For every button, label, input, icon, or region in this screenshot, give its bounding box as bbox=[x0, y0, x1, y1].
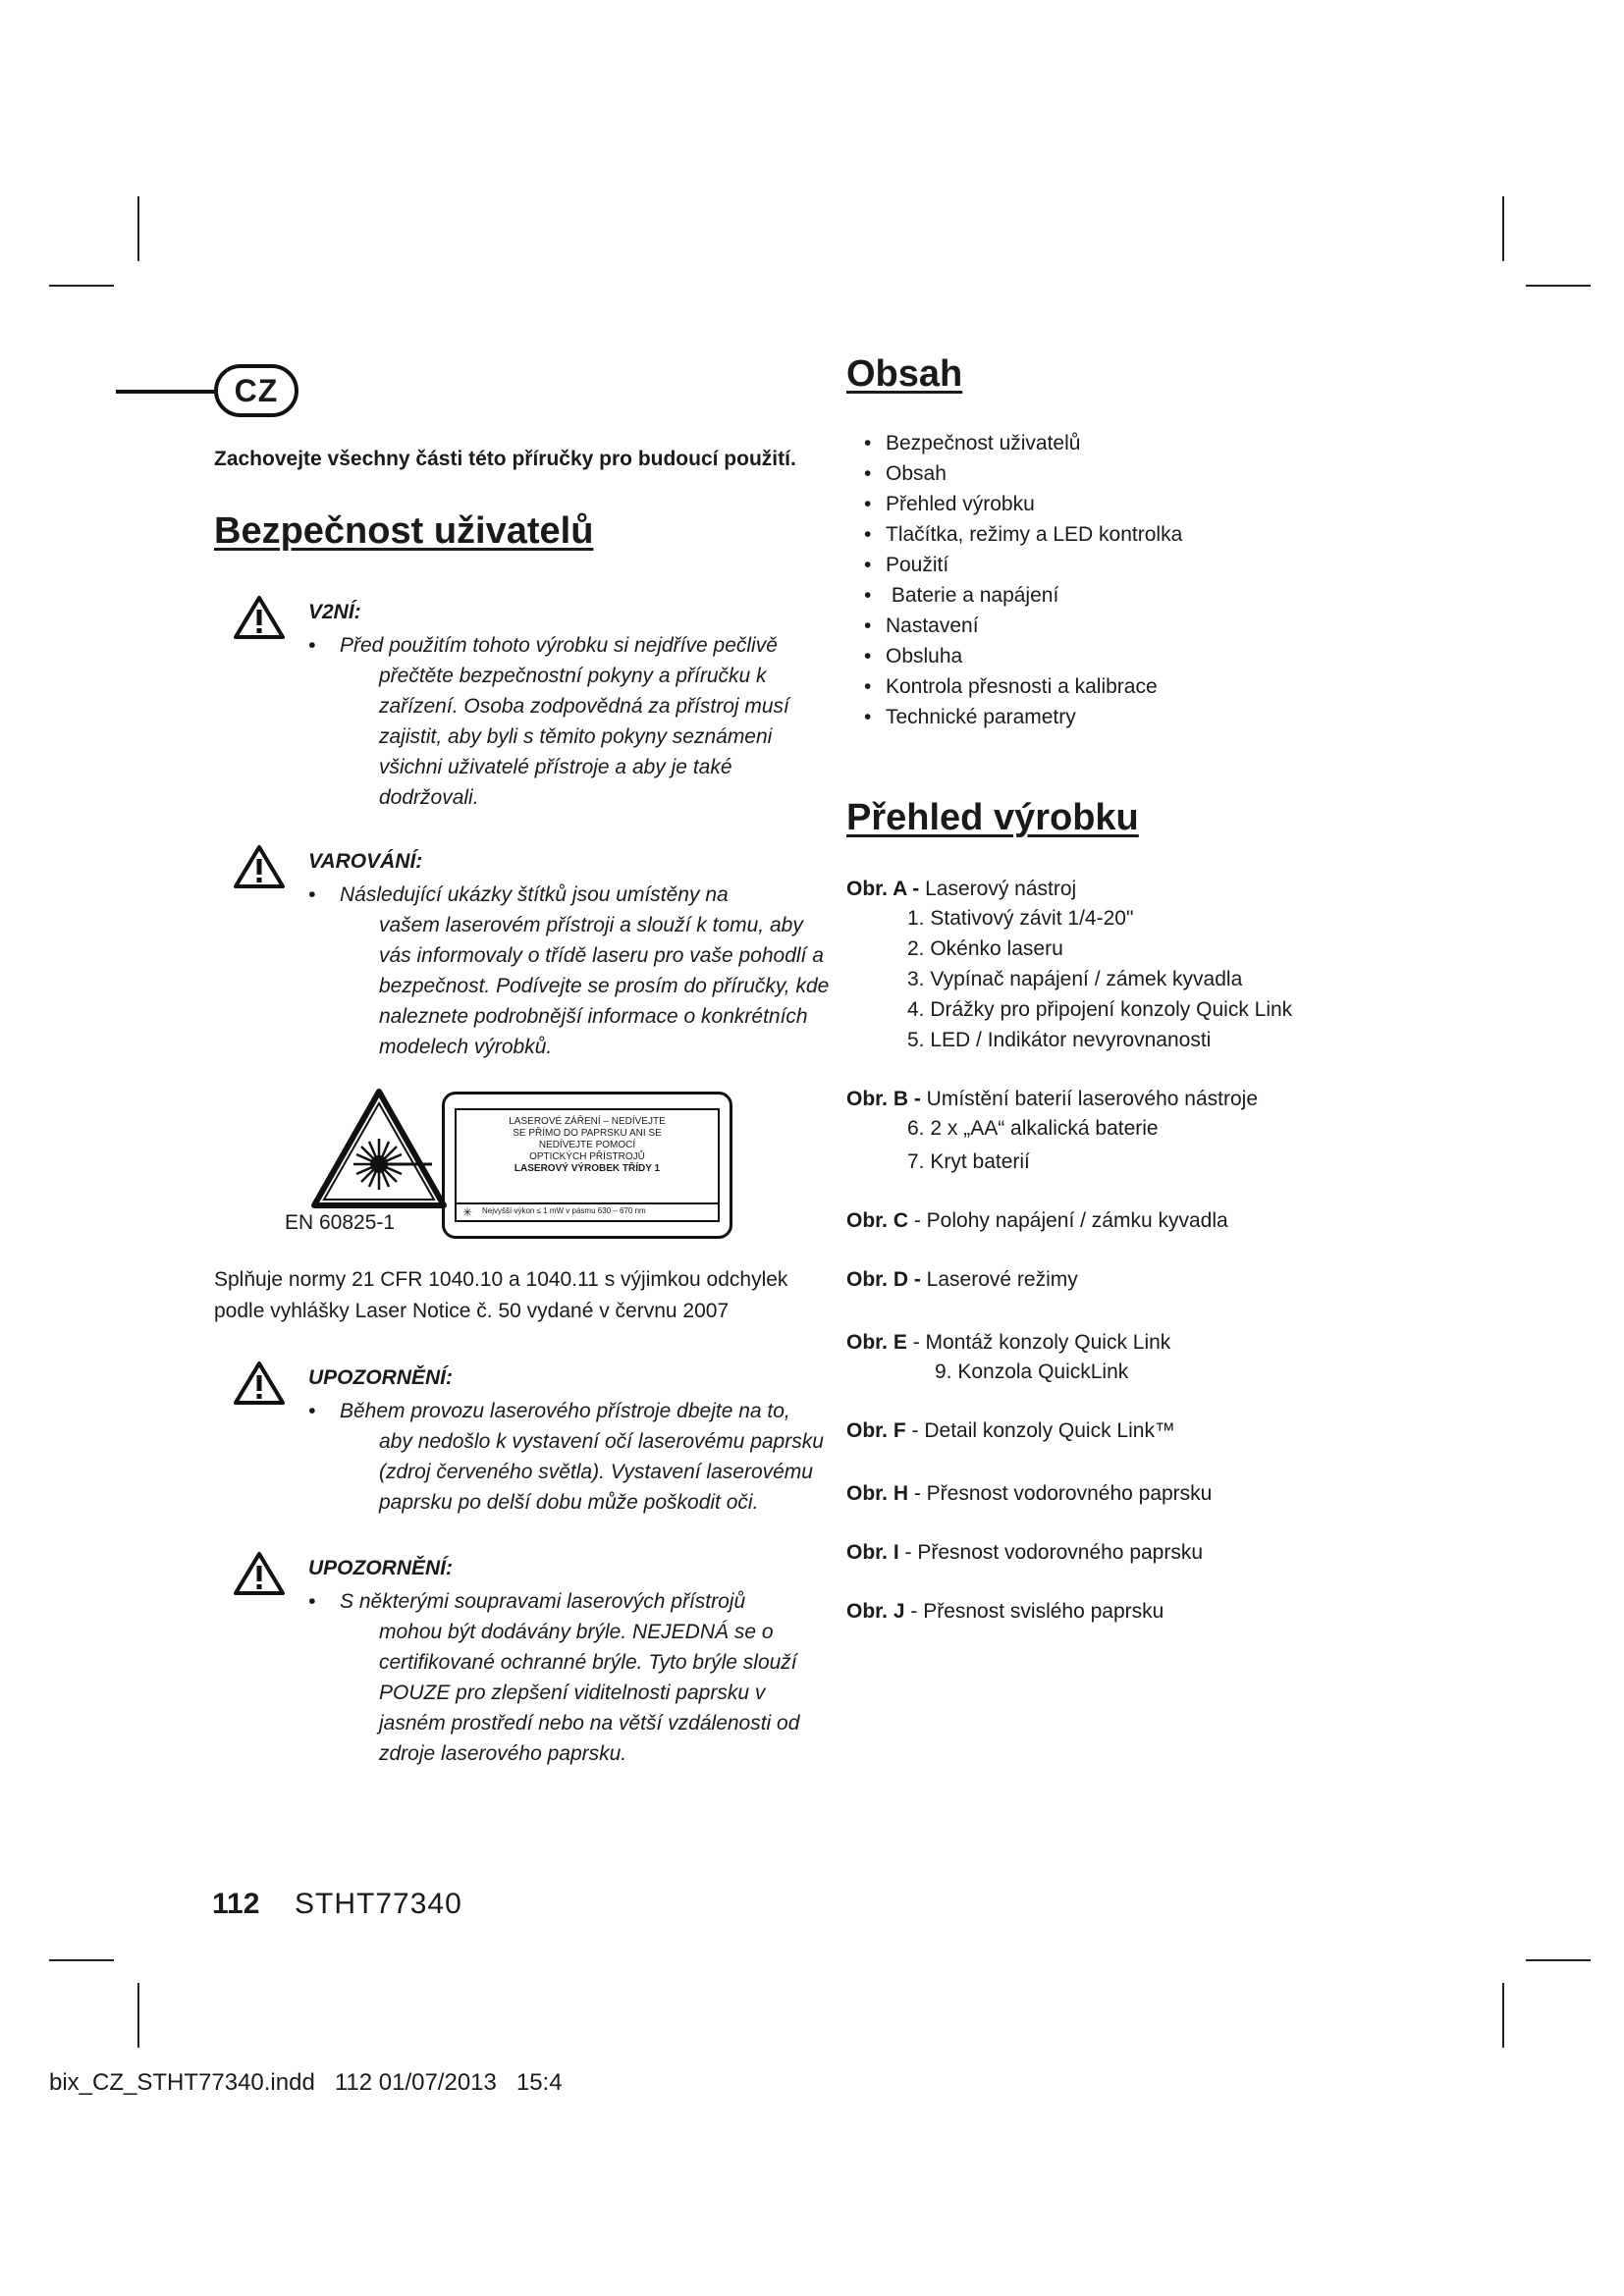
figure-i: Obr. I - Přesnost vodorovného paprsku bbox=[846, 1541, 1204, 1564]
warning-line: jasném prostředí nebo na větší vzdálenosti od bbox=[379, 1712, 800, 1735]
keep-note: Zachovejte všechny části této příručky pro budoucí použití. bbox=[214, 448, 796, 470]
bullet: • bbox=[308, 1400, 316, 1422]
toc-item: • Použití bbox=[864, 554, 949, 576]
warning-line: zařízení. Osoba zodpovědná za přístroj musí bbox=[379, 695, 789, 718]
warning-line: přečtěte bezpečnostní pokyny a příručku k bbox=[379, 665, 767, 687]
warning-line: zdroje laserového paprsku. bbox=[379, 1742, 627, 1765]
warning-line: vašem laserovém přístroji a slouží k tomu, aby bbox=[379, 914, 803, 936]
crop-mark bbox=[1526, 285, 1591, 287]
compliance-line: podle vyhlášky Laser Notice č. 50 vydané v červnu 2007 bbox=[214, 1300, 730, 1322]
warning-title: UPOZORNĚNÍ: bbox=[308, 1557, 453, 1579]
language-rule bbox=[116, 390, 218, 394]
bullet: • bbox=[308, 883, 316, 906]
toc-item: • Bezpečnost uživatelů bbox=[864, 432, 1081, 454]
compliance-note bbox=[214, 1264, 803, 1327]
figure-item: 2. Okénko laseru bbox=[907, 937, 1063, 960]
label-line: OPTICKÝCH PŘÍSTROJŮ bbox=[529, 1151, 645, 1162]
crop-mark bbox=[49, 1959, 114, 1961]
warning-title: VAROVÁNÍ: bbox=[308, 850, 423, 873]
label-content bbox=[455, 1108, 720, 1222]
warning-line: všichni uživatelé přístroje a aby je také bbox=[379, 756, 732, 778]
bullet: • bbox=[308, 1590, 316, 1613]
label-line: LASEROVÉ ZÁŘENÍ – NEDÍVEJTE bbox=[509, 1116, 666, 1127]
warning-triangle-icon bbox=[234, 1551, 285, 1596]
figure-item: 6. 2 x „AA“ alkalická baterie bbox=[907, 1117, 1159, 1140]
figure-item: 4. Drážky pro připojení konzoly Quick Link bbox=[907, 998, 1293, 1021]
safety-heading: Bezpečnost uživatelů bbox=[214, 510, 594, 552]
warning-title: UPOZORNĚNÍ: bbox=[308, 1366, 453, 1389]
toc-item: • Technické parametry bbox=[864, 706, 1076, 728]
toc-item: • Baterie a napájení bbox=[864, 584, 1059, 607]
warning-triangle-icon bbox=[234, 1361, 285, 1406]
figure-d: Obr. D - Laserové režimy bbox=[846, 1268, 1078, 1291]
warning-line: Před použitím tohoto výrobku si nejdříve pečlivě bbox=[340, 634, 778, 657]
figure-item: 3. Vypínač napájení / zámek kyvadla bbox=[907, 968, 1243, 990]
page-number: 112 bbox=[212, 1888, 260, 1920]
figure-c: Obr. C - Polohy napájení / zámku kyvadla bbox=[846, 1209, 1228, 1232]
language-badge: CZ bbox=[214, 364, 298, 417]
warning-triangle-icon bbox=[234, 844, 285, 889]
toc-item: • Kontrola přesnosti a kalibrace bbox=[864, 675, 1158, 698]
warning-line: S některými soupravami laserových přístrojů bbox=[340, 1590, 746, 1613]
warning-line: certifikované ochranné brýle. Tyto brýle slouží bbox=[379, 1651, 797, 1674]
crop-mark bbox=[137, 196, 139, 261]
crop-mark bbox=[1502, 1983, 1504, 2048]
toc-item: • Nastavení bbox=[864, 614, 979, 637]
figure-j: Obr. J - Přesnost svislého paprsku bbox=[846, 1600, 1164, 1623]
print-slug: bix_CZ_STHT77340.indd 112 01/07/2013 15:4 bbox=[49, 2069, 563, 2096]
model-number: STHT77340 bbox=[295, 1888, 462, 1920]
figure-item: 5. LED / Indikátor nevyrovnanosti bbox=[907, 1029, 1212, 1051]
figure-b: Obr. B - Umístění baterií laserového nástroje bbox=[846, 1088, 1259, 1110]
toc-item: • Obsluha bbox=[864, 645, 963, 667]
warning-line: dodržovali. bbox=[379, 786, 479, 809]
warning-line: bezpečnost. Podívejte se prosím do příručky, kde bbox=[379, 975, 830, 997]
warning-line: POUZE pro zlepšení viditelnosti paprsku v bbox=[379, 1682, 766, 1704]
warning-line: zajistit, aby byli s těmito pokyny seznámeni bbox=[379, 725, 773, 748]
crop-mark bbox=[1526, 1959, 1591, 1961]
compliance-line: Splňuje normy 21 CFR 1040.10 a 1040.11 s výjimkou odchylek bbox=[214, 1268, 788, 1291]
label-line: NEDÍVEJTE POMOCÍ bbox=[538, 1140, 636, 1150]
warning-line: naleznete podrobnější informace o konkrétních bbox=[379, 1005, 808, 1028]
crop-mark bbox=[137, 1983, 139, 2048]
toc-item: • Tlačítka, režimy a LED kontrolka bbox=[864, 523, 1183, 546]
crop-mark bbox=[1502, 196, 1504, 261]
figure-f: Obr. F - Detail konzoly Quick Link™ bbox=[846, 1419, 1175, 1442]
warning-line: vás informovaly o třídě laseru pro vaše pohodlí a bbox=[379, 944, 824, 967]
figure-h: Obr. H - Přesnost vodorovného paprsku bbox=[846, 1482, 1213, 1505]
warning-line: Během provozu laserového přístroje dbejte na to, bbox=[340, 1400, 790, 1422]
warning-line: Následující ukázky štítků jsou umístěny na bbox=[340, 883, 729, 906]
toc-heading: Obsah bbox=[846, 353, 963, 395]
burst-icon: ✳ bbox=[462, 1205, 473, 1219]
standard-label: EN 60825-1 bbox=[285, 1211, 396, 1234]
warning-title: V2NÍ: bbox=[308, 601, 361, 623]
figure-a: Obr. A - Laserový nástroj bbox=[846, 878, 1077, 900]
label-line: SE PŘÍMO DO PAPRSKU ANI SE bbox=[513, 1128, 662, 1139]
label-footer: Nejvyšší výkon ≤ 1 mW v pásmu 630 – 670 nm bbox=[457, 1202, 718, 1220]
crop-mark bbox=[49, 285, 114, 287]
figure-item: 9. Konzola QuickLink bbox=[935, 1361, 1129, 1383]
warning-line: paprsku po delší dobu může poškodit oči. bbox=[379, 1491, 759, 1514]
bullet: • bbox=[308, 634, 316, 657]
toc-item: • Obsah bbox=[864, 462, 947, 485]
overview-heading: Přehled výrobku bbox=[846, 797, 1139, 838]
toc-item: • Přehled výrobku bbox=[864, 493, 1035, 515]
figure-item: 7. Kryt baterií bbox=[907, 1150, 1030, 1173]
warning-line: mohou být dodávány brýle. NEJEDNÁ se o bbox=[379, 1621, 774, 1643]
laser-hazard-icon bbox=[310, 1088, 448, 1209]
laser-warning-label bbox=[442, 1092, 732, 1239]
warning-line: modelech výrobků. bbox=[379, 1036, 553, 1058]
label-class-line: LASEROVÝ VÝROBEK TŘÍDY 1 bbox=[514, 1163, 661, 1174]
toc-list bbox=[864, 428, 1182, 732]
warning-line: (zdroj červeného světla). Vystavení laserovému bbox=[379, 1461, 813, 1483]
warning-triangle-icon bbox=[234, 595, 285, 640]
figure-item: 1. Stativový závit 1/4-20" bbox=[907, 907, 1134, 930]
warning-line: aby nedošlo k vystavení očí laserovému paprsku bbox=[379, 1430, 824, 1453]
figure-e: Obr. E - Montáž konzoly Quick Link bbox=[846, 1331, 1171, 1354]
